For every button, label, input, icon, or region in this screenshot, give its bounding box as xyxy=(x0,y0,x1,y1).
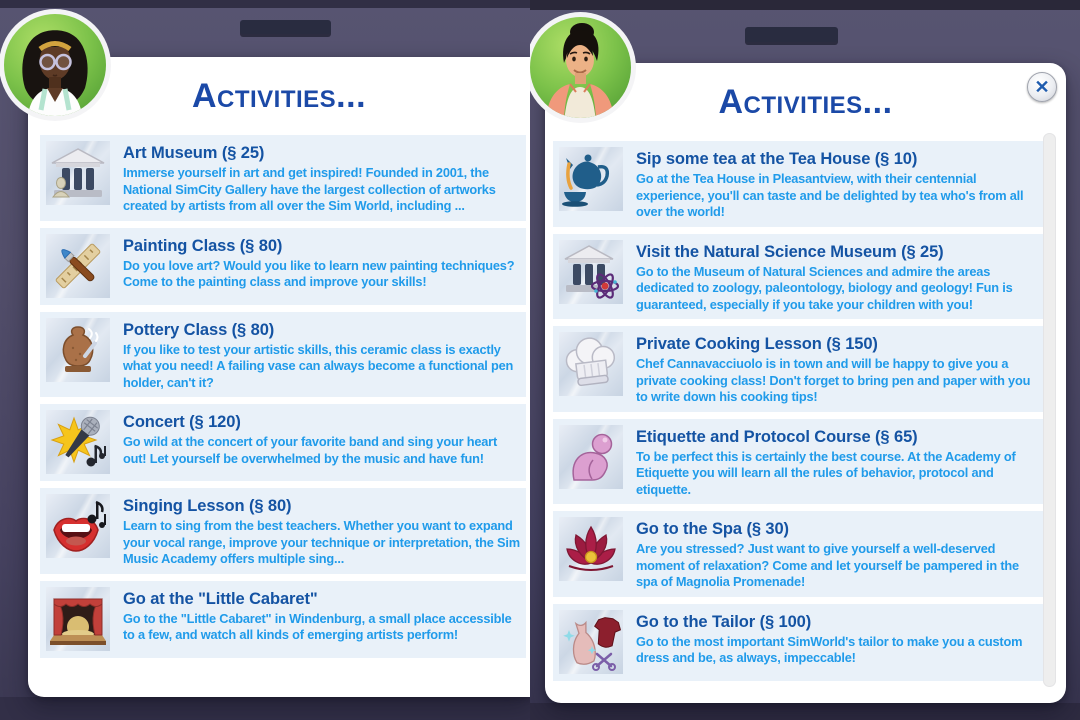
activity-row[interactable] xyxy=(40,404,526,481)
activity-title: Go to the Tailor (§ 100) xyxy=(636,612,812,631)
activity-row[interactable] xyxy=(40,488,526,574)
activity-title: Painting Class (§ 80) xyxy=(123,236,283,255)
activity-row[interactable] xyxy=(553,141,1045,227)
activity-list xyxy=(28,135,530,658)
activity-icon-tile xyxy=(559,240,623,304)
activity-price: (§ 80) xyxy=(231,320,275,339)
spa-icon xyxy=(559,517,623,581)
singing-lesson-icon xyxy=(46,494,110,558)
activity-title: Etiquette and Protocol Course (§ 65) xyxy=(636,427,918,446)
activity-row[interactable] xyxy=(553,234,1045,320)
activity-price: (§ 65) xyxy=(875,427,918,446)
activity-icon-tile xyxy=(559,517,623,581)
activity-desc: Go wild at the concert of your favorite band and sing your heart out! Let yourself be overwhelmed by the music and have fun! xyxy=(123,434,497,466)
activity-desc: Learn to sing from the best teachers. Whether you want to expand your vocal range, improve your technique or interpretation, the Sim Music Academy offers multiple sing... xyxy=(123,518,520,566)
activity-title: Visit the Natural Science Museum (§ 25) xyxy=(636,242,944,261)
activity-list xyxy=(545,141,1066,681)
activities-dialog-left xyxy=(28,57,530,697)
activity-icon-tile xyxy=(46,318,110,382)
activity-icon-tile xyxy=(559,332,623,396)
activity-desc: Go to the most important SimWorld's tailor to make you a custom dress and be, as always, impeccable! xyxy=(636,633,1023,665)
activity-price: (§ 25) xyxy=(901,242,944,261)
activity-title: Go to the Spa (§ 30) xyxy=(636,520,789,538)
dialog-title: Activities... xyxy=(718,82,893,121)
activity-icon-tile xyxy=(46,234,110,298)
activity-price: (§ 120) xyxy=(189,413,241,431)
cooking-lesson-icon xyxy=(559,332,623,396)
activity-price: (§ 80) xyxy=(239,236,283,255)
activity-icon-tile xyxy=(46,410,110,474)
scrollbar[interactable] xyxy=(1043,133,1056,687)
activity-row[interactable] xyxy=(553,326,1045,412)
activity-title: Concert (§ 120) xyxy=(123,413,241,431)
activity-desc: Chef Cannavacciuolo is in town and will be happy to give you a private cooking class! Don't forget to bring pen and paper with you to write down his cooking tips! xyxy=(636,356,1031,404)
dialog-title: Activities... xyxy=(191,76,367,115)
pottery-class-icon xyxy=(46,318,110,382)
art-museum-icon xyxy=(46,141,110,205)
activity-desc: If you like to test your artistic skills, this ceramic class is exactly what you need! A failing vase can always become a functional pen holder, can't it? xyxy=(123,341,514,390)
activities-dialog-right xyxy=(545,63,1066,703)
concert-icon xyxy=(46,410,110,474)
top-edge-strip xyxy=(0,0,530,8)
activity-icon-tile xyxy=(46,587,110,651)
science-museum-icon xyxy=(559,240,623,304)
activity-desc: Are you stressed? Just want to give yourself a well-deserved moment of relaxation? Come and let yourself be pampered in the spa of Magnolia Promenade! xyxy=(636,541,1019,589)
activity-price: (§ 150) xyxy=(826,335,878,353)
activity-desc: Immerse yourself in art and get inspired! Founded in 2001, the National SimCity Gallery have the largest collection of artworks created by artists from all over the Sim World, including ... xyxy=(123,165,496,213)
right-screenshot xyxy=(530,0,1080,720)
activity-title: Pottery Class (§ 80) xyxy=(123,320,275,339)
painting-class-icon xyxy=(46,234,110,298)
cabaret-icon xyxy=(46,587,110,651)
activity-icon-tile xyxy=(46,141,110,205)
top-edge-strip xyxy=(530,0,1080,10)
tailor-icon xyxy=(559,610,623,674)
activity-desc: Go to the "Little Cabaret" in Windenburg, a small place accessible to a few, and watch all kinds of emerging artists perform! xyxy=(123,610,512,642)
activity-row[interactable] xyxy=(40,228,526,305)
left-screenshot xyxy=(0,0,530,720)
activity-title: Singing Lesson (§ 80) xyxy=(123,497,292,515)
tea-house-icon xyxy=(559,147,623,211)
activity-desc: Go at the Tea House in Pleasantview, with their centennial experience, you'll can taste and be delighted by tea who's from all over the world! xyxy=(636,171,1024,219)
wall-speaker xyxy=(240,20,331,34)
activity-row[interactable] xyxy=(553,419,1045,505)
sim-portrait-right xyxy=(530,11,637,124)
activity-title: Sip some tea at the Tea House (§ 10) xyxy=(636,150,918,168)
activity-title: Art Museum (§ 25) xyxy=(123,144,265,162)
activity-price: (§ 25) xyxy=(221,144,265,162)
activity-title: Go at the "Little Cabaret" xyxy=(123,589,318,608)
activity-desc: Go to the Museum of Natural Sciences and admire the areas dedicated to zoology, paleontology, biology and geology! Fun is guaranteed, especially if you take your children with you! xyxy=(636,263,1013,312)
activity-icon-tile xyxy=(559,610,623,674)
activity-desc: To be perfect this is certainly the best course. At the Academy of Etiquette you will learn all the rules of behavior, protocol and etiquette. xyxy=(636,448,1016,497)
wall-speaker xyxy=(745,27,838,42)
activity-desc: Do you love art? Would you like to learn new painting techniques? Come to the painting class and improve your skills! xyxy=(123,257,515,289)
bottom-edge-strip xyxy=(0,697,530,720)
etiquette-course-icon xyxy=(559,425,623,489)
activity-row[interactable] xyxy=(40,581,526,658)
activity-icon-tile xyxy=(559,147,623,211)
activity-row[interactable] xyxy=(40,312,526,398)
close-icon: ✕ xyxy=(1034,76,1050,97)
activity-price: (§ 100) xyxy=(759,612,812,631)
activity-price: (§ 10) xyxy=(874,150,918,168)
activity-icon-tile xyxy=(46,494,110,558)
activity-icon-tile xyxy=(559,425,623,489)
activity-price: (§ 80) xyxy=(248,497,292,515)
activity-row[interactable] xyxy=(553,511,1045,597)
bottom-edge-strip xyxy=(530,703,1080,720)
activity-row[interactable] xyxy=(40,135,526,221)
sim-portrait-left xyxy=(0,8,112,122)
activity-price: (§ 30) xyxy=(746,520,789,538)
activity-row[interactable] xyxy=(553,604,1045,681)
close-button[interactable] xyxy=(1027,72,1057,102)
activity-title: Private Cooking Lesson (§ 150) xyxy=(636,335,878,353)
